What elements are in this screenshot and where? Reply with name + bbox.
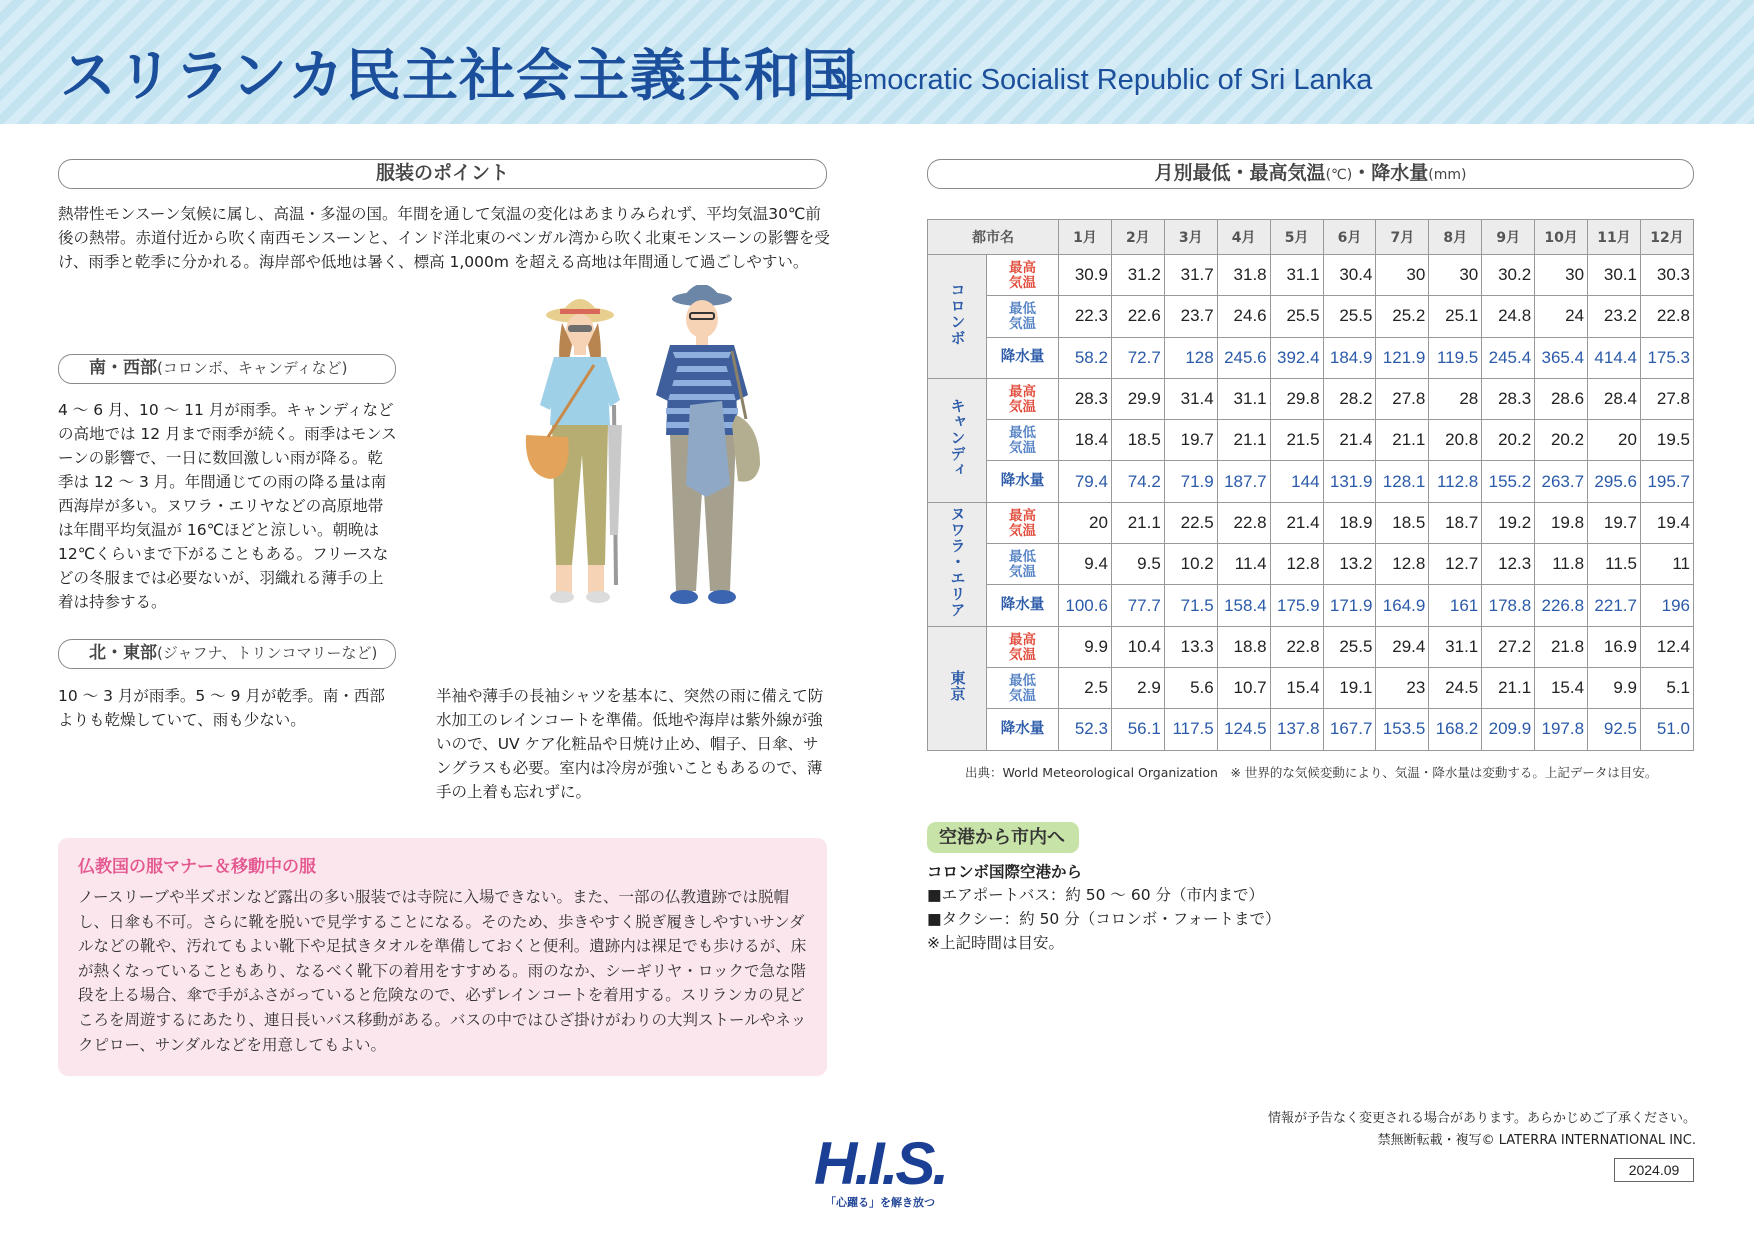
climate-value-cell: 25.5 (1323, 296, 1376, 337)
climate-value-cell: 30.3 (1640, 255, 1693, 296)
row-label-rain (987, 585, 1059, 626)
row-label-text: 気温 (1009, 316, 1036, 332)
footer-notice-change: 情報が予告なく変更される場合があります。あらかじめご了承ください。 (1268, 1111, 1696, 1126)
airport-heading: 空港から市内へ (927, 822, 1079, 853)
row-label-text: 降水量 (1000, 473, 1045, 490)
month-header: 7月 (1376, 220, 1429, 255)
travelers-illustration (510, 285, 770, 675)
climate-value-cell: 121.9 (1376, 337, 1429, 378)
climate-value-cell: 27.8 (1376, 378, 1429, 419)
row-label-rain (987, 337, 1059, 378)
climate-value-cell: 13.3 (1164, 626, 1217, 667)
climate-value-cell: 58.2 (1059, 337, 1112, 378)
row-label-max (987, 626, 1059, 667)
climate-source-note: 出典：World Meteorological Organization ※ 世界的な気候変動により、気温・降水量は変動する。上記データは目安。 (965, 765, 1658, 780)
climate-heading-unit-temp: (℃) (1325, 167, 1353, 183)
climate-value-cell: 164.9 (1376, 585, 1429, 626)
row-label-text: 最高 (1009, 507, 1036, 523)
climate-value-cell: 128 (1164, 337, 1217, 378)
footer-notice (1268, 1108, 1696, 1152)
climate-value-cell: 22.8 (1217, 502, 1270, 543)
climate-value-cell: 171.9 (1323, 585, 1376, 626)
climate-value-cell: 56.1 (1111, 709, 1164, 750)
climate-value-cell: 2.9 (1111, 667, 1164, 708)
climate-value-cell: 19.8 (1535, 502, 1588, 543)
climate-value-cell: 12.8 (1270, 544, 1323, 585)
climate-value-cell: 71.9 (1164, 461, 1217, 502)
climate-value-cell: 30.2 (1482, 255, 1535, 296)
city-name-cell (928, 626, 987, 750)
climate-value-cell: 12.3 (1482, 544, 1535, 585)
climate-value-cell: 21.8 (1535, 626, 1588, 667)
climate-value-cell: 30 (1535, 255, 1588, 296)
region-southwest-name: 南・西部 (89, 358, 157, 378)
climate-value-cell: 21.4 (1323, 420, 1376, 461)
row-label-text: 最高 (1009, 260, 1036, 276)
manner-title: 仏教国の服マナー＆移動中の服 (78, 857, 316, 877)
climate-value-cell: 19.5 (1640, 420, 1693, 461)
row-label-text: 最低 (1009, 301, 1036, 317)
climate-value-cell: 79.4 (1059, 461, 1112, 502)
climate-value-cell: 31.4 (1164, 378, 1217, 419)
row-label-text: 気温 (1009, 399, 1036, 415)
climate-value-cell: 23 (1376, 667, 1429, 708)
month-header: 3月 (1164, 220, 1217, 255)
climate-value-cell: 12.4 (1640, 626, 1693, 667)
climate-value-cell: 9.5 (1111, 544, 1164, 585)
climate-value-cell: 22.6 (1111, 296, 1164, 337)
climate-value-cell: 245.6 (1217, 337, 1270, 378)
climate-heading-title: 月別最低・最高気温 (1154, 162, 1326, 184)
climate-value-cell: 9.9 (1588, 667, 1641, 708)
climate-value-cell: 72.7 (1111, 337, 1164, 378)
airport-from: コロンボ国際空港から (927, 863, 1083, 881)
climate-value-cell: 28 (1429, 378, 1482, 419)
row-label-text: 降水量 (1000, 349, 1045, 366)
climate-value-cell: 112.8 (1429, 461, 1482, 502)
climate-value-cell: 5.1 (1640, 667, 1693, 708)
row-label-text: 気温 (1009, 275, 1036, 291)
climate-value-cell: 18.9 (1323, 502, 1376, 543)
climate-value-cell: 21.4 (1270, 502, 1323, 543)
climate-value-cell: 161 (1429, 585, 1482, 626)
climate-value-cell: 144 (1270, 461, 1323, 502)
climate-row-max (928, 378, 1694, 419)
climate-value-cell: 31.2 (1111, 255, 1164, 296)
city-column-header: 都市名 (928, 220, 1059, 255)
climate-value-cell: 30.4 (1323, 255, 1376, 296)
header-banner (0, 0, 1754, 124)
woman-figure (526, 299, 622, 603)
his-logo (810, 1132, 950, 1212)
climate-value-cell: 184.9 (1323, 337, 1376, 378)
row-label-text: 最低 (1009, 425, 1036, 441)
climate-value-cell: 77.7 (1111, 585, 1164, 626)
climate-value-cell: 124.5 (1217, 709, 1270, 750)
airport-list (927, 883, 1280, 955)
climate-value-cell: 245.4 (1482, 337, 1535, 378)
row-label-text: 気温 (1009, 522, 1036, 538)
climate-value-cell: 20.8 (1429, 420, 1482, 461)
climate-value-cell: 226.8 (1535, 585, 1588, 626)
airport-line-taxi: ■タクシー：約 50 分（コロンボ・フォートまで） (927, 910, 1281, 928)
climate-value-cell: 365.4 (1535, 337, 1588, 378)
climate-value-cell: 11.5 (1588, 544, 1641, 585)
his-logo-text: H.I.S. (813, 1132, 947, 1197)
climate-row-max (928, 502, 1694, 543)
city-name: コロンボ (948, 282, 966, 347)
region-northeast-sub: (ジャフナ、トリンコマリーなど) (157, 644, 378, 662)
climate-value-cell: 30 (1376, 255, 1429, 296)
climate-value-cell: 21.5 (1270, 420, 1323, 461)
climate-value-cell: 24.5 (1429, 667, 1482, 708)
climate-value-cell: 2.5 (1059, 667, 1112, 708)
row-label-text: 降水量 (1000, 597, 1045, 614)
climate-value-cell: 27.2 (1482, 626, 1535, 667)
climate-value-cell: 24.6 (1217, 296, 1270, 337)
climate-value-cell: 18.5 (1111, 420, 1164, 461)
climate-value-cell: 11.4 (1217, 544, 1270, 585)
climate-value-cell: 11 (1640, 544, 1693, 585)
climate-value-cell: 92.5 (1588, 709, 1641, 750)
climate-value-cell: 158.4 (1217, 585, 1270, 626)
region-southwest-label (58, 354, 396, 384)
climate-row-max (928, 626, 1694, 667)
row-label-text: 最低 (1009, 673, 1036, 689)
month-header: 4月 (1217, 220, 1270, 255)
city-name: ヌワラ・エリア (948, 506, 966, 619)
climate-value-cell: 15.4 (1270, 667, 1323, 708)
climate-value-cell: 119.5 (1429, 337, 1482, 378)
month-header: 11月 (1588, 220, 1641, 255)
climate-value-cell: 137.8 (1270, 709, 1323, 750)
climate-value-cell: 10.2 (1164, 544, 1217, 585)
region-northeast-text: 10 〜 3 月が雨季。5 〜 9 月が乾季。南・西部よりも乾燥していて、雨も少ない。 (58, 687, 385, 729)
climate-value-cell: 20 (1588, 420, 1641, 461)
climate-value-cell: 196 (1640, 585, 1693, 626)
row-label-min (987, 296, 1059, 337)
climate-value-cell: 28.2 (1323, 378, 1376, 419)
climate-value-cell: 10.7 (1217, 667, 1270, 708)
climate-value-cell: 29.9 (1111, 378, 1164, 419)
climate-value-cell: 187.7 (1217, 461, 1270, 502)
climate-row-min (928, 544, 1694, 585)
climate-value-cell: 30.1 (1588, 255, 1641, 296)
climate-value-cell: 74.2 (1111, 461, 1164, 502)
clothing-heading: 服装のポイント (58, 159, 827, 189)
manner-box (58, 838, 827, 1076)
climate-value-cell: 31.1 (1429, 626, 1482, 667)
man-figure (656, 285, 760, 604)
climate-value-cell: 18.5 (1376, 502, 1429, 543)
climate-row-min (928, 296, 1694, 337)
climate-value-cell: 117.5 (1164, 709, 1217, 750)
climate-value-cell: 22.5 (1164, 502, 1217, 543)
climate-value-cell: 31.1 (1270, 255, 1323, 296)
climate-value-cell: 19.1 (1323, 667, 1376, 708)
climate-value-cell: 11.8 (1535, 544, 1588, 585)
climate-value-cell: 195.7 (1640, 461, 1693, 502)
climate-value-cell: 52.3 (1059, 709, 1112, 750)
region-northeast-label (58, 639, 396, 669)
climate-value-cell: 20.2 (1535, 420, 1588, 461)
climate-value-cell: 295.6 (1588, 461, 1641, 502)
row-label-text: 気温 (1009, 564, 1036, 580)
row-label-max (987, 378, 1059, 419)
month-header: 5月 (1270, 220, 1323, 255)
climate-value-cell: 9.9 (1059, 626, 1112, 667)
row-label-rain (987, 461, 1059, 502)
row-label-max (987, 255, 1059, 296)
climate-value-cell: 28.6 (1535, 378, 1588, 419)
climate-value-cell: 29.8 (1270, 378, 1323, 419)
row-label-text: 最低 (1009, 549, 1036, 565)
page-title-en: Democratic Socialist Republic of Sri Lanka (826, 64, 1373, 96)
climate-value-cell: 100.6 (1059, 585, 1112, 626)
climate-value-cell: 31.7 (1164, 255, 1217, 296)
month-header: 12月 (1640, 220, 1693, 255)
climate-value-cell: 12.8 (1376, 544, 1429, 585)
climate-value-cell: 25.1 (1429, 296, 1482, 337)
row-label-text: 最高 (1009, 631, 1036, 647)
row-label-min (987, 420, 1059, 461)
month-header: 1月 (1059, 220, 1112, 255)
clothing-advice: 半袖や薄手の長袖シャツを基本に、突然の雨に備えて防水加工のレインコートを準備。低地や海岸は紫外線が強いので、UV ケア化粧品や日焼け止め、帽子、日傘、サングラスも必要。室内は冷房が強いこともあるので、薄手の上着も忘れずに。 (436, 687, 824, 801)
climate-value-cell: 24 (1535, 296, 1588, 337)
climate-value-cell: 20 (1059, 502, 1112, 543)
climate-value-cell: 30 (1429, 255, 1482, 296)
row-label-text: 降水量 (1000, 720, 1045, 737)
climate-value-cell: 19.2 (1482, 502, 1535, 543)
climate-value-cell: 28.3 (1059, 378, 1112, 419)
region-northeast-name: 北・東部 (89, 643, 157, 663)
climate-value-cell: 28.3 (1482, 378, 1535, 419)
climate-heading-rain: ・降水量 (1352, 162, 1429, 184)
climate-row-min (928, 420, 1694, 461)
row-label-rain (987, 709, 1059, 750)
climate-value-cell: 22.8 (1640, 296, 1693, 337)
month-header: 6月 (1323, 220, 1376, 255)
climate-value-cell: 12.7 (1429, 544, 1482, 585)
climate-value-cell: 25.5 (1270, 296, 1323, 337)
climate-value-cell: 9.4 (1059, 544, 1112, 585)
city-name-cell (928, 502, 987, 626)
climate-row-rain (928, 709, 1694, 750)
page-title-jp: スリランカ民主社会主義共和国 (60, 44, 858, 109)
region-southwest-text: 4 〜 6 月、10 〜 11 月が雨季。キャンディなどの高地では 12 月まで雨季が続く。雨季はモンスーンの影響で、一日に数回激しい雨が降る。乾季は 12 〜 3 月。年間通じての雨の降る量は南西海岸が多い。ヌワラ・エリヤなどの高原地帯は年間平均気温が 16℃ほどと涼しい。朝晩は 12℃くらいまで下がることもある。フリースなどの冬服までは必要ないが、羽織れる薄手の上着は持参する。 (58, 401, 397, 611)
city-name: キャンディ (948, 398, 966, 479)
climate-value-cell: 21.1 (1482, 667, 1535, 708)
climate-value-cell: 31.1 (1217, 378, 1270, 419)
climate-value-cell: 221.7 (1588, 585, 1641, 626)
row-label-text: 気温 (1009, 688, 1036, 704)
city-name-cell (928, 255, 987, 379)
climate-value-cell: 153.5 (1376, 709, 1429, 750)
climate-value-cell: 25.5 (1323, 626, 1376, 667)
issue-date: 2024.09 (1614, 1158, 1694, 1182)
climate-value-cell: 21.1 (1376, 420, 1429, 461)
climate-heading-unit-rain: (mm) (1428, 167, 1467, 183)
month-header: 2月 (1111, 220, 1164, 255)
climate-value-cell: 414.4 (1588, 337, 1641, 378)
climate-value-cell: 27.8 (1640, 378, 1693, 419)
climate-value-cell: 197.8 (1535, 709, 1588, 750)
month-header: 8月 (1429, 220, 1482, 255)
climate-header-row (928, 220, 1694, 255)
row-label-text: 気温 (1009, 440, 1036, 456)
climate-value-cell: 13.2 (1323, 544, 1376, 585)
climate-value-cell: 16.9 (1588, 626, 1641, 667)
climate-value-cell: 15.4 (1535, 667, 1588, 708)
footer-copyright: 禁無断転載・複写© LATERRA INTERNATIONAL INC. (1377, 1133, 1696, 1148)
climate-row-rain (928, 337, 1694, 378)
climate-value-cell: 23.7 (1164, 296, 1217, 337)
city-name: 東京 (948, 670, 966, 703)
climate-value-cell: 21.1 (1217, 420, 1270, 461)
climate-value-cell: 10.4 (1111, 626, 1164, 667)
row-label-min (987, 544, 1059, 585)
climate-value-cell: 28.4 (1588, 378, 1641, 419)
climate-row-max (928, 255, 1694, 296)
region-southwest-sub: (コロンボ、キャンディなど) (157, 359, 348, 377)
climate-value-cell: 21.1 (1111, 502, 1164, 543)
row-label-max (987, 502, 1059, 543)
climate-value-cell: 30.9 (1059, 255, 1112, 296)
climate-value-cell: 71.5 (1164, 585, 1217, 626)
airport-line-note: ※上記時間は目安。 (927, 934, 1064, 952)
climate-value-cell: 19.7 (1164, 420, 1217, 461)
climate-value-cell: 51.0 (1640, 709, 1693, 750)
climate-value-cell: 31.8 (1217, 255, 1270, 296)
climate-value-cell: 29.4 (1376, 626, 1429, 667)
climate-value-cell: 392.4 (1270, 337, 1323, 378)
climate-value-cell: 128.1 (1376, 461, 1429, 502)
climate-heading (927, 159, 1694, 189)
climate-value-cell: 19.4 (1640, 502, 1693, 543)
climate-row-rain (928, 585, 1694, 626)
row-label-text: 気温 (1009, 646, 1036, 662)
climate-row-rain (928, 461, 1694, 502)
climate-value-cell: 175.9 (1270, 585, 1323, 626)
climate-value-cell: 22.8 (1270, 626, 1323, 667)
climate-value-cell: 168.2 (1429, 709, 1482, 750)
his-logo-tagline: 「心躍る」を解き放つ (825, 1196, 935, 1209)
climate-value-cell: 167.7 (1323, 709, 1376, 750)
climate-value-cell: 263.7 (1535, 461, 1588, 502)
climate-value-cell: 23.2 (1588, 296, 1641, 337)
manner-text: ノースリーブや半ズボンなど露出の多い服装では寺院に入場できない。また、一部の仏教遺跡では脱帽し、日傘も不可。さらに靴を脱いで見学することになる。そのため、歩きやすく脱ぎ履きしやすいサンダルなどの靴や、汚れてもよい靴下や足拭きタオルを準備しておくと便利。遺跡内は裸足でも歩けるが、床が熱くなっていることもあり、なるべく靴下の着用をすすめる。雨のなか、シーギリヤ・ロックで急な階段を上る場合、傘で手がふさがっていると危険なので、必ずレインコートを着用する。スリランカの見どころを周遊するにあたり、連日長いバス移動がある。バスの中ではひざ掛けがわりの大判ストールやネックピロー、サンダルなどを用意してもよい。 (78, 888, 807, 1054)
climate-value-cell: 22.3 (1059, 296, 1112, 337)
climate-value-cell: 5.6 (1164, 667, 1217, 708)
climate-value-cell: 24.8 (1482, 296, 1535, 337)
climate-value-cell: 19.7 (1588, 502, 1641, 543)
month-header: 10月 (1535, 220, 1588, 255)
climate-value-cell: 209.9 (1482, 709, 1535, 750)
climate-row-min (928, 667, 1694, 708)
climate-value-cell: 18.8 (1217, 626, 1270, 667)
climate-table (927, 219, 1694, 751)
city-name-cell (928, 378, 987, 502)
row-label-min (987, 667, 1059, 708)
climate-value-cell: 155.2 (1482, 461, 1535, 502)
climate-value-cell: 18.4 (1059, 420, 1112, 461)
month-header: 9月 (1482, 220, 1535, 255)
clothing-intro: 熱帯性モンスーン気候に属し、高温・多湿の国。年間を通して気温の変化はあまりみられず、平均気温30℃前後の熱帯。赤道付近から吹く南西モンスーンと、インド洋北東のベンガル湾から吹く北東モンスーンの影響を受け、雨季と乾季に分かれる。海岸部や低地は暑く、標高 1,000m を超える高地は年間通して過ごしやすい。 (58, 205, 830, 271)
climate-value-cell: 25.2 (1376, 296, 1429, 337)
airport-line-bus: ■エアポートバス：約 50 〜 60 分（市内まで） (927, 886, 1264, 904)
climate-value-cell: 178.8 (1482, 585, 1535, 626)
climate-value-cell: 18.7 (1429, 502, 1482, 543)
climate-value-cell: 131.9 (1323, 461, 1376, 502)
row-label-text: 最高 (1009, 384, 1036, 400)
climate-value-cell: 175.3 (1640, 337, 1693, 378)
climate-value-cell: 20.2 (1482, 420, 1535, 461)
